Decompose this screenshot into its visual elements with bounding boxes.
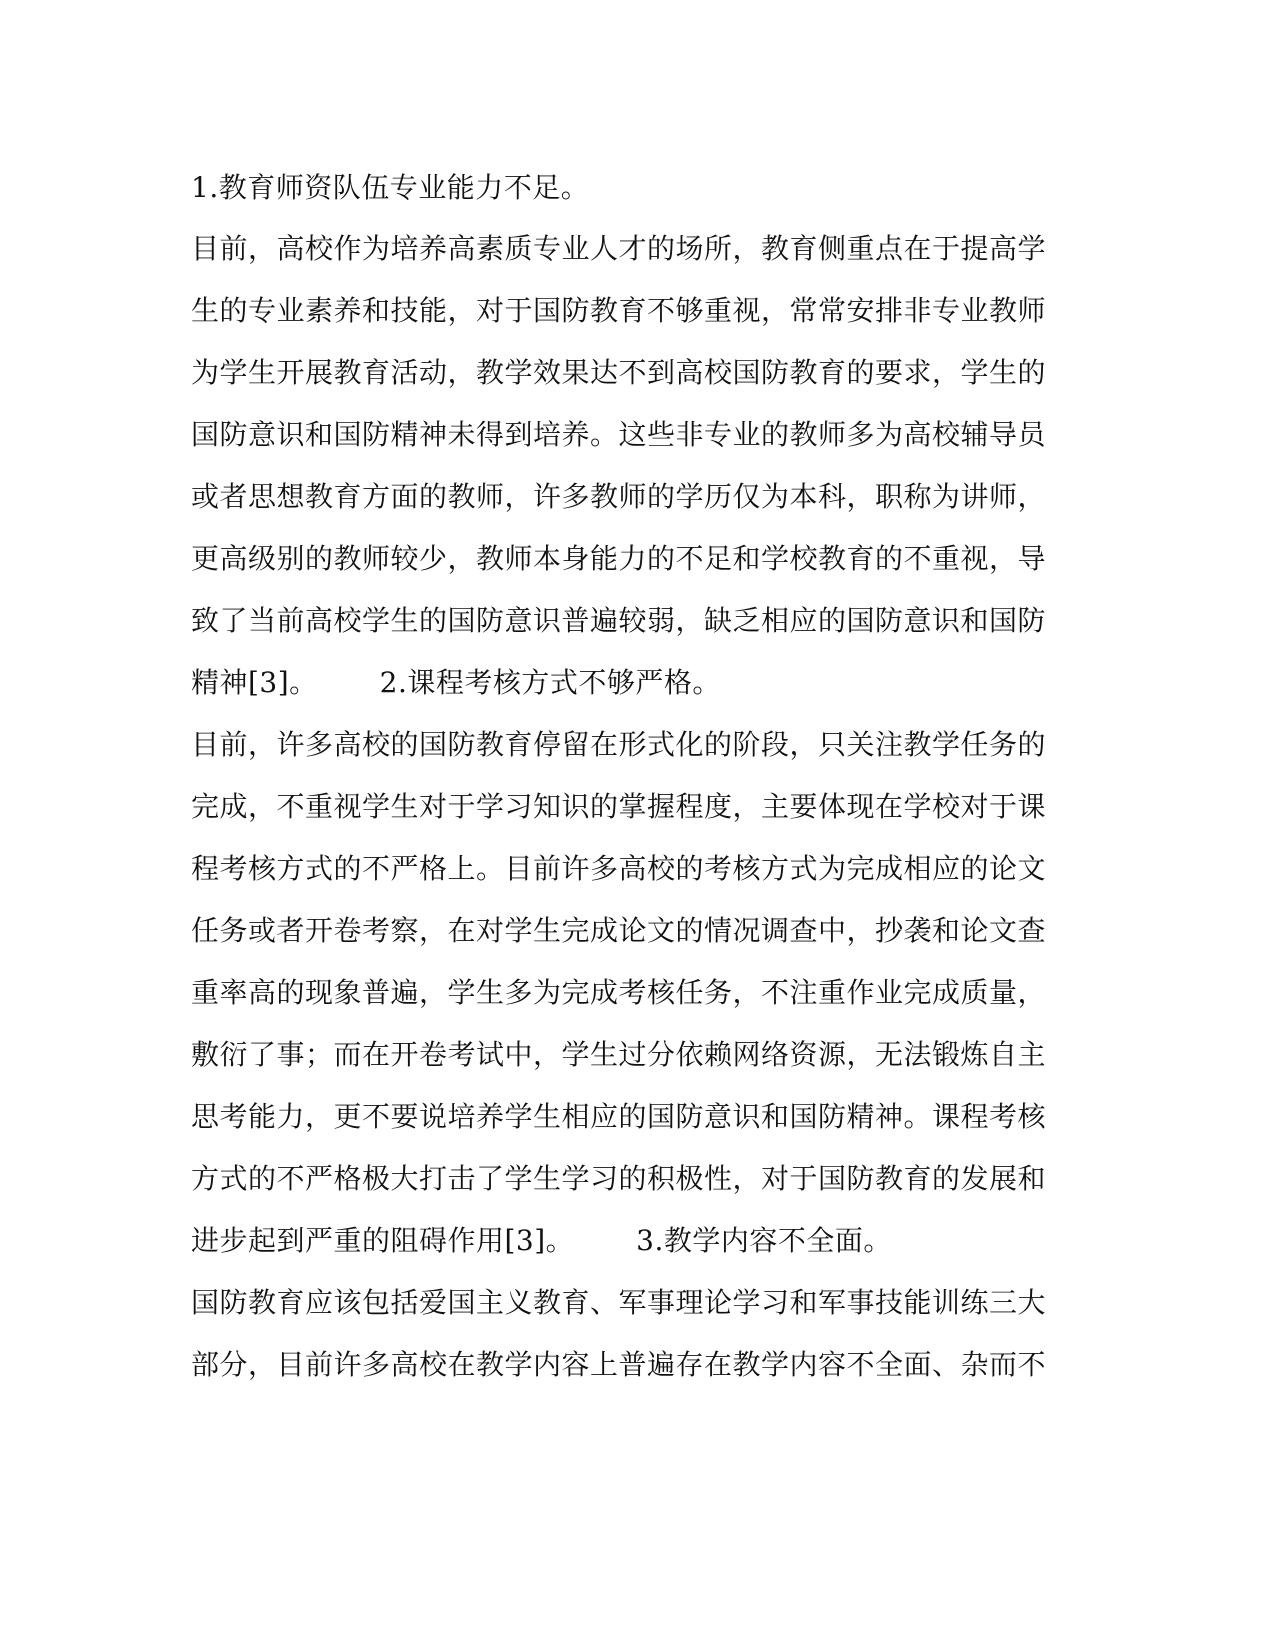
paragraph-line: 国防意识和国防精神未得到培养。这些非专业的教师多为高校辅导员	[191, 418, 1047, 451]
paragraph-line: 程考核方式的不严格上。目前许多高校的考核方式为完成相应的论文	[191, 852, 1047, 885]
paragraph-line: 完成，不重视学生对于学习知识的掌握程度，主要体现在学校对于课	[191, 790, 1047, 823]
paragraph-line: 为学生开展教育活动，教学效果达不到高校国防教育的要求，学生的	[191, 356, 1047, 389]
body-text	[191, 158, 1071, 1396]
paragraph-line: 生的专业素养和技能，对于国防教育不够重视，常常安排非专业教师	[191, 294, 1047, 327]
paragraph-line-with-heading	[191, 1210, 1071, 1272]
paragraph-line: 方式的不严格极大打击了学生学习的积极性，对于国防教育的发展和	[191, 1162, 1047, 1195]
paragraph-line: 或者思想教育方面的教师，许多教师的学历仅为本科，职称为讲师，	[191, 480, 1047, 513]
paragraph-end-text: 进步起到严重的阻碍作用[3]。	[191, 1224, 575, 1257]
paragraph-line: 目前，许多高校的国防教育停留在形式化的阶段，只关注教学任务的	[191, 728, 1047, 761]
section-heading-2: 2.课程考核方式不够严格。	[379, 666, 721, 699]
paragraph-line: 目前，高校作为培养高素质专业人才的场所，教育侧重点在于提高学	[191, 232, 1047, 265]
paragraph-end-text: 精神[3]。	[191, 666, 318, 699]
paragraph-line: 国防教育应该包括爱国主义教育、军事理论学习和军事技能训练三大	[191, 1286, 1047, 1319]
paragraph-line: 重率高的现象普遍，学生多为完成考核任务，不注重作业完成质量，	[191, 976, 1047, 1009]
paragraph-line-with-heading	[191, 652, 1071, 714]
section-heading-3: 3.教学内容不全面。	[636, 1224, 892, 1257]
section-heading-1: 1.教育师资队伍专业能力不足。	[191, 171, 590, 204]
paragraph-line: 更高级别的教师较少，教师本身能力的不足和学校教育的不重视，导	[191, 542, 1047, 575]
paragraph-line: 部分，目前许多高校在教学内容上普遍存在教学内容不全面、杂而不	[191, 1348, 1047, 1381]
paragraph-line: 任务或者开卷考察，在对学生完成论文的情况调查中，抄袭和论文查	[191, 914, 1047, 947]
paragraph-line: 敷衍了事；而在开卷考试中，学生过分依赖网络资源，无法锻炼自主	[191, 1038, 1047, 1071]
paragraph-line: 致了当前高校学生的国防意识普遍较弱，缺乏相应的国防意识和国防	[191, 604, 1047, 637]
paragraph-line: 思考能力，更不要说培养学生相应的国防意识和国防精神。课程考核	[191, 1100, 1047, 1133]
